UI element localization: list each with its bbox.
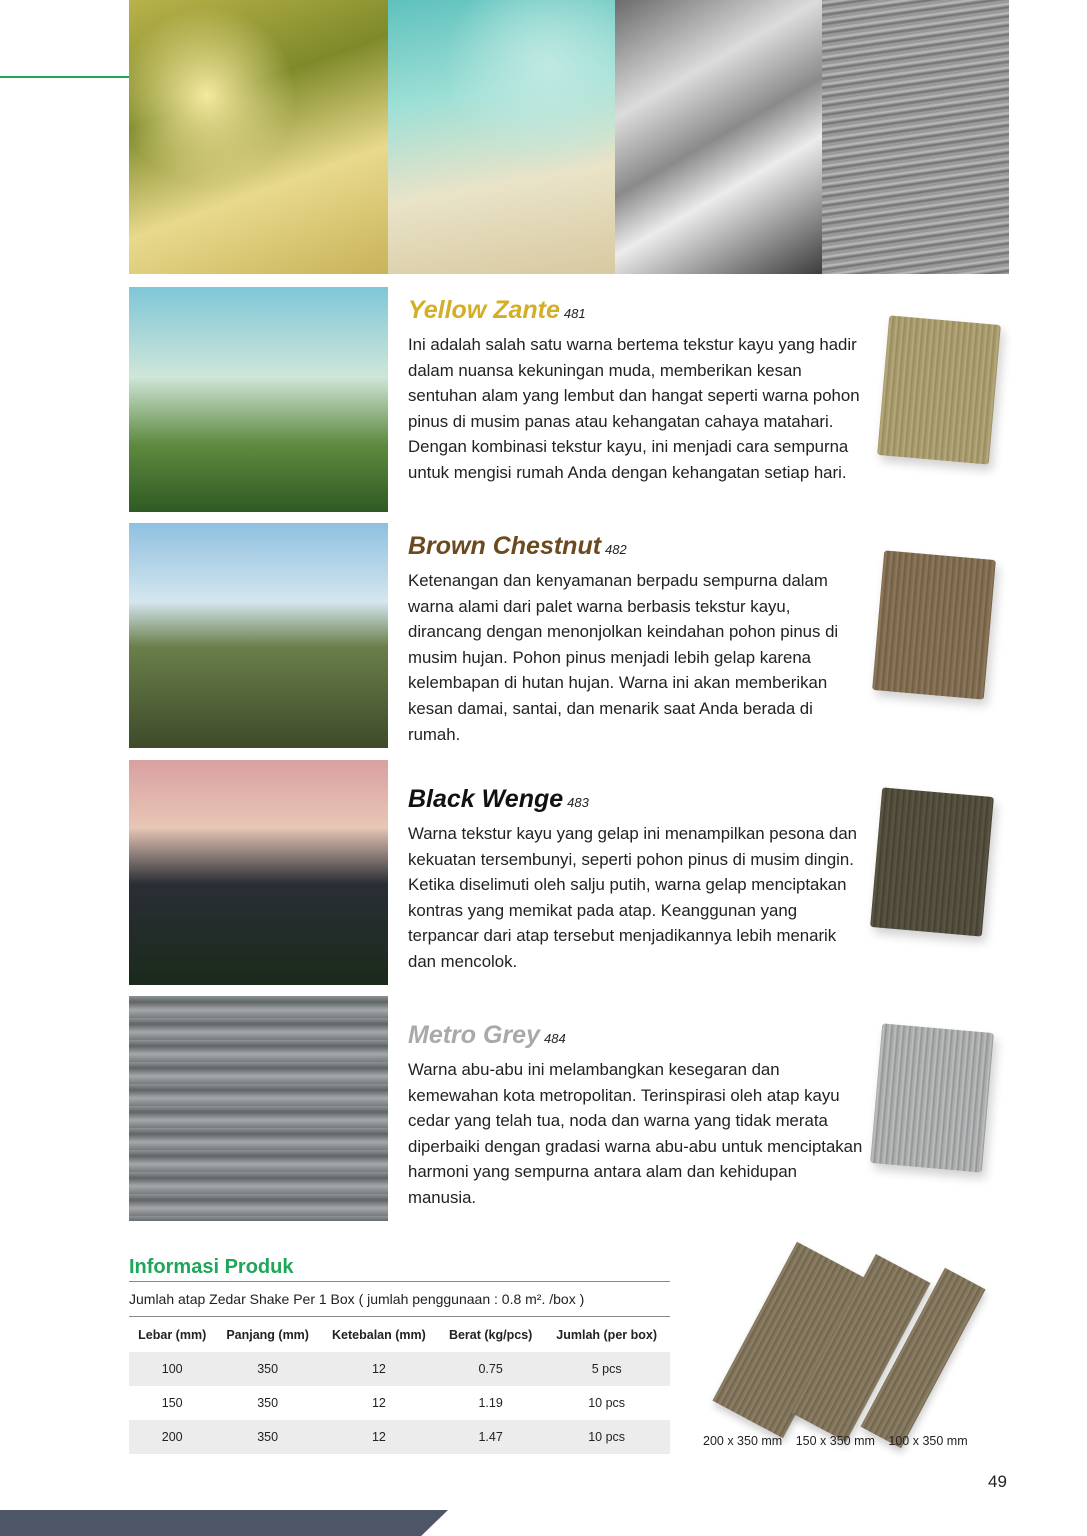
size-captions [703,1434,978,1448]
product-yellow-zante [408,296,868,486]
table-cell: 350 [257,1396,279,1410]
table-cell: 5 pcs [543,1352,670,1386]
wood-grain-photo [822,0,1009,274]
product-black-wenge [408,785,868,975]
footer-bar [0,1510,448,1536]
size-caption: 150 x 350 mm [795,1434,875,1448]
mountain-photo [615,0,822,274]
info-subtitle: Jumlah atap Zedar Shake Per 1 Box ( jumlah penggunaan : 0.8 m². /box ) [129,1291,585,1307]
product-description: Warna abu-abu ini melambangkan kesegaran dan kemewahan kota metropolitan. Terinspirasi oleh atap kayu cedar yang telah tua, noda dan warna yang tidak merata diperbaiki dengan gradasi warna abu-abu untuk menciptakan harmoni yang sempurna antara alam dan kehidupan manusia. [408,1060,863,1207]
size-caption: 200 x 350 mm [703,1434,783,1448]
product-name: Metro Grey [408,1021,540,1049]
metro-grey-swatch [870,1023,994,1172]
product-title [408,785,868,817]
spec-table [129,1318,670,1454]
table-cell: 12 [371,1396,386,1410]
table-cell: 10 pcs [588,1396,626,1410]
table-cell: 350 [215,1420,319,1454]
table-cell: 1.47 [438,1420,543,1454]
product-code: 482 [605,542,627,557]
product-code: 483 [567,795,589,810]
table-cell: 150 [161,1396,183,1410]
sea-photo [388,0,615,274]
table-cell: 350 [215,1352,319,1386]
tree-photo [129,0,388,274]
table-header-row [129,1318,670,1352]
column-header: Berat (kg/pcs) [448,1328,533,1342]
product-name: Brown Chestnut [408,532,602,560]
black-wenge-swatch [870,787,994,936]
texture-strip [129,0,1009,274]
table-cell: 0.75 [438,1352,543,1386]
column-header: Panjang (mm) [226,1328,309,1342]
yellow-zante-roof-photo [129,287,388,512]
table-cell: 12 [320,1420,438,1454]
table-cell: 12 [320,1352,438,1386]
product-description: Ini adalah salah satu warna bertema tekstur kayu yang hadir dalam nuansa kekuningan muda, memberikan kesan sentuhan alam yang lembut dan hangat seperti warna pohon pinus di musim panas atau kehangatan cahaya matahari. Dengan kombinasi tekstur kayu, ini menjadi cara sempurna untuk mengisi rumah Anda dengan kehangatan setiap hari. [408,335,860,482]
table-cell: 200 [129,1420,215,1454]
brown-chestnut-swatch [872,550,996,699]
product-title [408,296,868,328]
table-row [129,1420,670,1454]
table-cell: 1.19 [478,1396,503,1410]
accent-line [0,76,129,78]
product-code: 484 [543,1031,566,1046]
column-header: Ketebalan (mm) [332,1328,426,1342]
product-description: Warna tekstur kayu yang gelap ini menampilkan pesona dan kekuatan tersembunyi, seperti pohon pinus di musim dingin. Ketika diselimuti oleh salju putih, warna gelap menciptakan kontras yang memikat pada atap. Keanggunan yang terpancar dari atap tersebut menjadikannya lebih menarik dan mencolok. [408,824,858,971]
size-caption: 100 x 350 mm [888,1434,968,1448]
column-header: Jumlah (per box) [556,1328,657,1342]
table-cell: 100 [129,1352,215,1386]
product-code: 481 [563,306,586,321]
product-metro-grey [408,1021,868,1211]
metro-grey-roof-photo [129,996,388,1221]
table-row [129,1352,670,1386]
black-wenge-roof-photo [129,760,388,985]
product-title [408,1021,868,1053]
shingle-sizes-photo [710,1240,980,1425]
product-name: Yellow Zante [408,296,560,324]
divider [129,1316,670,1317]
brown-chestnut-roof-photo [129,523,388,748]
column-header: Lebar (mm) [138,1328,207,1342]
product-brown-chestnut [408,532,868,747]
product-description: Ketenangan dan kenyamanan berpadu sempurna dalam warna alami dari palet warna berbasis tekstur kayu, dirancang dengan menonjolkan keindahan pohon pinus di musim hujan. Pohon pinus menjadi lebih gelap karena kelembapan di hutan hujan. Warna ini akan memberikan kesan damai, santai, dan menarik saat Anda berada di rumah. [408,571,839,744]
divider [129,1281,670,1282]
product-title [408,532,868,564]
info-title: Informasi Produk [129,1256,294,1278]
page-number: 49 [988,1472,1007,1491]
yellow-zante-swatch [877,315,1001,464]
table-row [129,1386,670,1420]
table-cell: 10 pcs [543,1420,670,1454]
product-name: Black Wenge [408,785,564,813]
